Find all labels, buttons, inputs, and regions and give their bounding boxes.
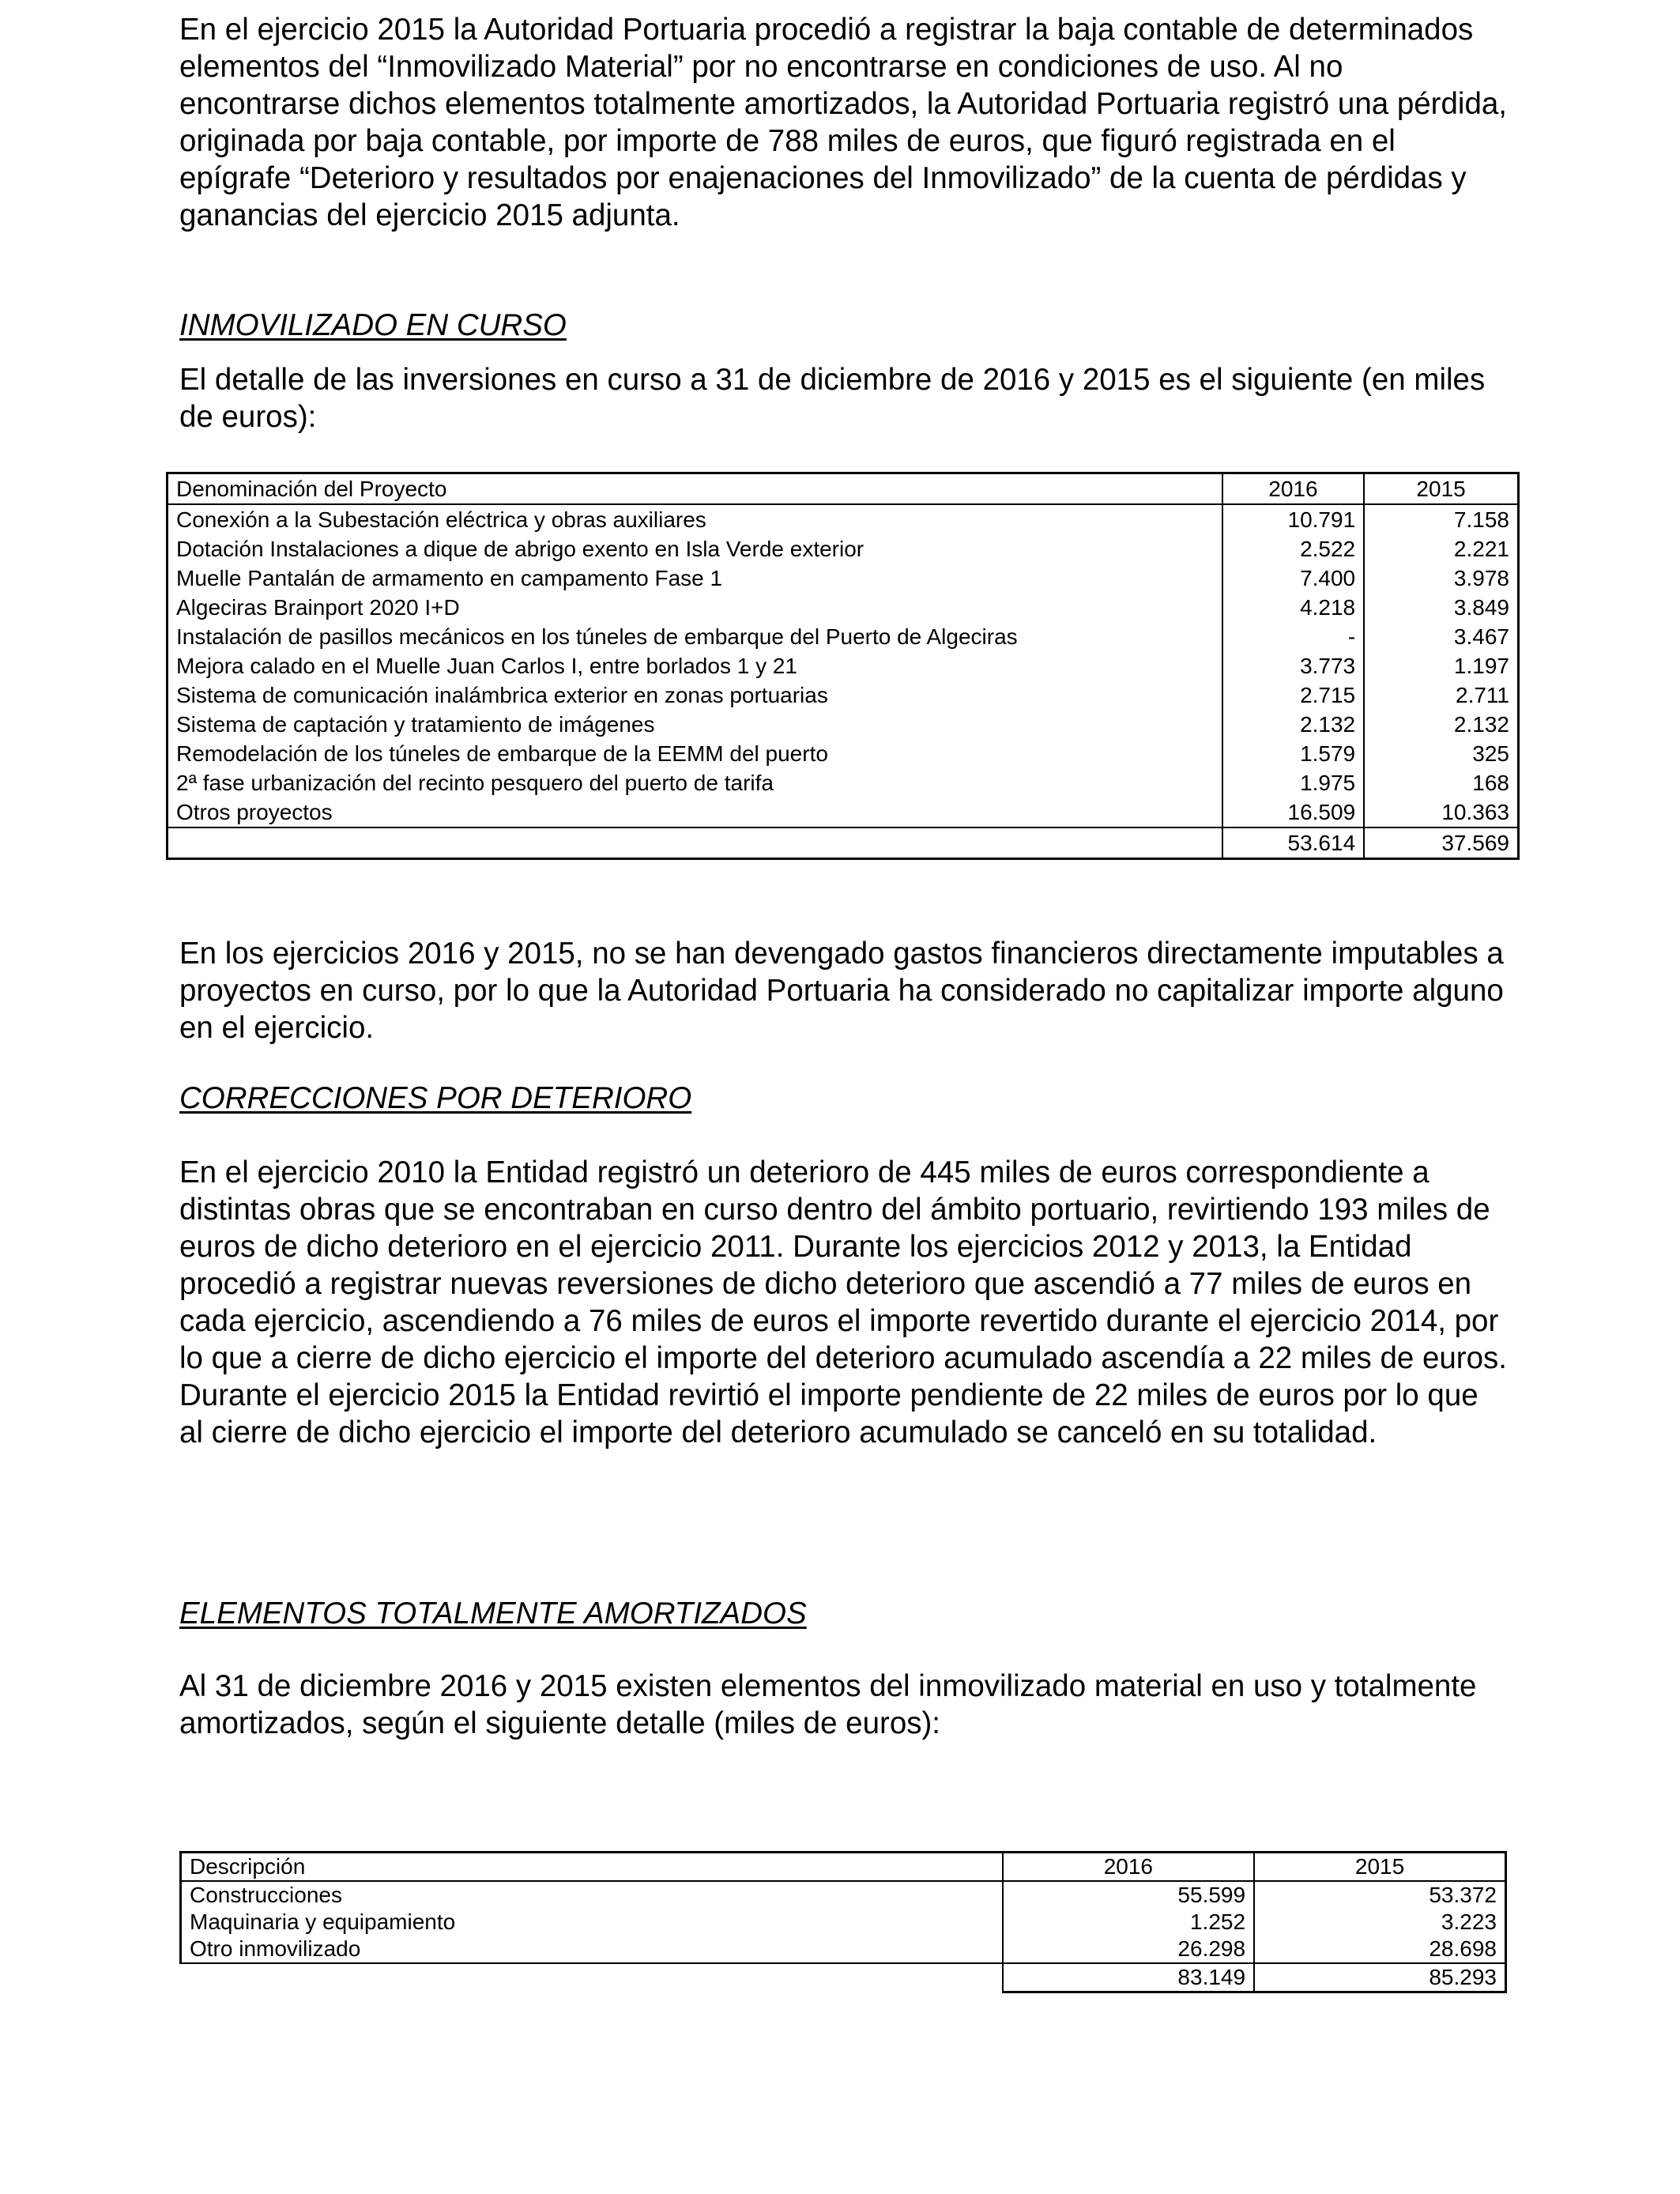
table-row — [168, 680, 1519, 710]
totals-label-cell — [168, 827, 1222, 859]
amortizados-table — [179, 1851, 1507, 1993]
header-description: Descripción — [181, 1853, 1003, 1882]
table-row — [168, 710, 1519, 739]
row-label: Otro inmovilizado — [181, 1936, 1003, 1963]
table-row — [168, 739, 1519, 768]
row-label: Dotación Instalaciones a dique de abrigo exento en Isla Verde exterior — [168, 534, 1222, 564]
table-row — [168, 622, 1519, 651]
row-label: Conexión a la Subestación eléctrica y obras auxiliares — [168, 504, 1222, 534]
totals-row — [181, 1963, 1506, 1992]
table-row — [168, 593, 1519, 622]
table-header-row — [181, 1853, 1506, 1882]
value-2015: 168 — [1364, 768, 1518, 797]
row-label: Otros proyectos — [168, 797, 1222, 827]
table-row — [168, 534, 1519, 564]
heading-inmovilizado-en-curso: INMOVILIZADO EN CURSO — [179, 308, 567, 342]
header-2015: 2015 — [1364, 473, 1518, 505]
value-2016: 2.132 — [1222, 710, 1364, 739]
row-label: Mejora calado en el Muelle Juan Carlos I, entre borlados 1 y 21 — [168, 651, 1222, 680]
value-2015: 2.132 — [1364, 710, 1518, 739]
value-2016: 2.715 — [1222, 680, 1364, 710]
en-curso-table — [166, 472, 1520, 860]
table-row — [181, 1881, 1506, 1909]
value-2015: 2.711 — [1364, 680, 1518, 710]
row-label: Muelle Pantalán de armamento en campamento Fase 1 — [168, 564, 1222, 593]
row-label: Algeciras Brainport 2020 I+D — [168, 593, 1222, 622]
value-2015: 53.372 — [1254, 1881, 1505, 1909]
table-row — [181, 1909, 1506, 1936]
value-2016: 1.252 — [1003, 1909, 1254, 1936]
en-curso-intro: El detalle de las inversiones en curso a 31 de diciembre de 2016 y 2015 es el siguiente (en miles de euros): — [179, 363, 1486, 434]
totals-row — [168, 827, 1519, 859]
total-2015: 37.569 — [1364, 827, 1518, 859]
value-2015: 1.197 — [1364, 651, 1518, 680]
value-2016: 16.509 — [1222, 797, 1364, 827]
heading-elementos-amortizados: ELEMENTOS TOTALMENTE AMORTIZADOS — [179, 1596, 807, 1630]
table-row — [168, 564, 1519, 593]
value-2016: 4.218 — [1222, 593, 1364, 622]
value-2016: 10.791 — [1222, 504, 1364, 534]
value-2015: 3.467 — [1364, 622, 1518, 651]
row-label: Maquinaria y equipamiento — [181, 1909, 1003, 1936]
intro-paragraph: En el ejercicio 2015 la Autoridad Portuaria procedió a registrar la baja contable de determinados elementos del “Inmovilizado Material” por no encontrarse en condiciones de uso. Al no encontrarse dichos elementos totalmente amortizados, la Autoridad Portuaria registró una pérdida, originada por baja contable, por importe de 788 miles de euros, que figuró registrada en el epígrafe “Deterioro y resultados por enajenaciones del Inmovilizado” de la cuenta de pérdidas y ganancias del ejercicio 2015 adjunta. — [179, 13, 1507, 232]
en-curso-after-paragraph: En los ejercicios 2016 y 2015, no se han devengado gastos financieros directamente imputables a proyectos en curso, por lo que la Autoridad Portuaria ha considerado no capitalizar importe alguno en el ejercicio. — [179, 937, 1504, 1045]
header-project: Denominación del Proyecto — [168, 473, 1222, 505]
header-2016: 2016 — [1222, 473, 1364, 505]
value-2015: 10.363 — [1364, 797, 1518, 827]
deterioro-paragraph: En el ejercicio 2010 la Entidad registró un deterioro de 445 miles de euros correspondiente a distintas obras que se encontraban en curso dentro del ámbito portuario, revirtiendo 193 miles de euros de dicho deterioro en el ejercicio 2011. Durante los ejercicios 2012 y 2013, la Entidad procedió a registrar nuevas reversiones de dicho deterioro que ascendió a 77 miles de euros en cada ejercicio, ascendiendo a 76 miles de euros el importe revertido durante el ejercicio 2014, por lo que a cierre de dicho ejercicio el importe del deterioro acumulado ascendía a 22 miles de euros. Durante el ejercicio 2015 la Entidad revirtió el importe pendiente de 22 miles de euros por lo que al cierre de dicho ejercicio el importe del deterioro acumulado se canceló en su totalidad. — [179, 1155, 1507, 1449]
total-2016: 53.614 — [1222, 827, 1364, 859]
value-2015: 2.221 — [1364, 534, 1518, 564]
value-2015: 3.223 — [1254, 1909, 1505, 1936]
value-2015: 7.158 — [1364, 504, 1518, 534]
value-2016: 26.298 — [1003, 1936, 1254, 1963]
value-2015: 3.978 — [1364, 564, 1518, 593]
value-2016: 55.599 — [1003, 1881, 1254, 1909]
table-row — [168, 651, 1519, 680]
table-row — [168, 504, 1519, 534]
value-2016: 3.773 — [1222, 651, 1364, 680]
row-label: Sistema de comunicación inalámbrica exterior en zonas portuarias — [168, 680, 1222, 710]
table-row — [168, 797, 1519, 827]
value-2015: 3.849 — [1364, 593, 1518, 622]
totals-label-cell — [181, 1963, 1003, 1992]
table-header-row — [168, 473, 1519, 505]
value-2016: 7.400 — [1222, 564, 1364, 593]
value-2015: 325 — [1364, 739, 1518, 768]
total-2016: 83.149 — [1003, 1963, 1254, 1992]
total-2015: 85.293 — [1254, 1963, 1505, 1992]
row-label: Instalación de pasillos mecánicos en los túneles de embarque del Puerto de Algeciras — [168, 622, 1222, 651]
header-2016: 2016 — [1003, 1853, 1254, 1882]
table-row — [181, 1936, 1506, 1963]
value-2016: - — [1222, 622, 1364, 651]
row-label: Construcciones — [181, 1881, 1003, 1909]
row-label: Sistema de captación y tratamiento de imágenes — [168, 710, 1222, 739]
value-2016: 2.522 — [1222, 534, 1364, 564]
table-row — [168, 768, 1519, 797]
header-2015: 2015 — [1254, 1853, 1505, 1882]
value-2016: 1.579 — [1222, 739, 1364, 768]
row-label: Remodelación de los túneles de embarque de la EEMM del puerto — [168, 739, 1222, 768]
amortizados-intro: Al 31 de diciembre 2016 y 2015 existen elementos del inmovilizado material en uso y totalmente amortizados, según el siguiente detalle (miles de euros): — [179, 1669, 1477, 1740]
value-2016: 1.975 — [1222, 768, 1364, 797]
heading-correcciones-deterioro: CORRECCIONES POR DETERIORO — [179, 1081, 692, 1115]
row-label: 2ª fase urbanización del recinto pesquero del puerto de tarifa — [168, 768, 1222, 797]
value-2015: 28.698 — [1254, 1936, 1505, 1963]
